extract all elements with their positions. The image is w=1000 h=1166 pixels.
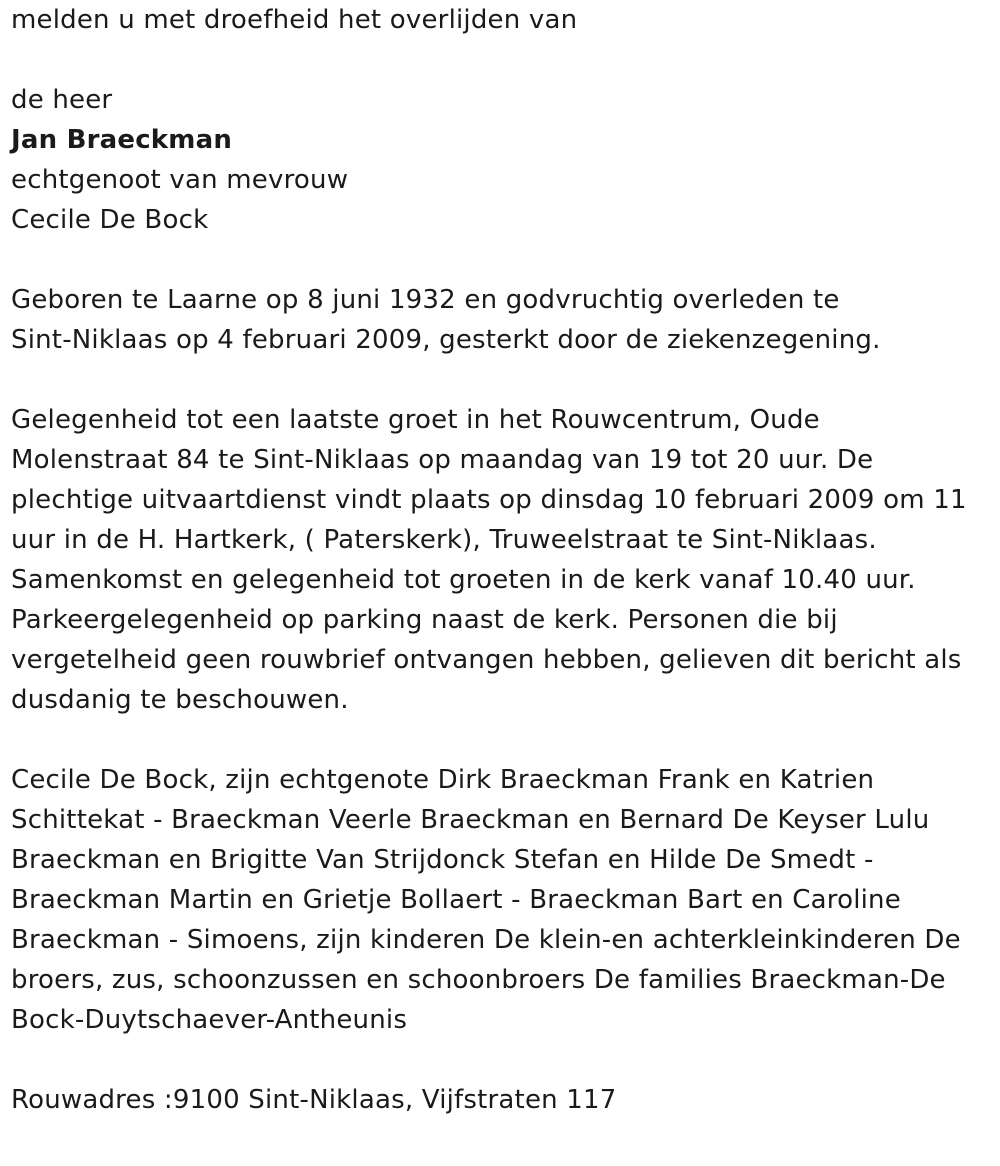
birth-death-paragraph (11, 280, 986, 360)
paragraph-line: Braeckman en Brigitte Van Strijdonck Stefan en Hilde De Smedt - (11, 845, 874, 875)
paragraph-line: vergetelheid geen rouwbrief ontvangen hebben, gelieven dit bericht als (11, 645, 962, 675)
mourning-address: Rouwadres :9100 Sint-Niklaas, Vijfstraten 117 (11, 1085, 617, 1115)
spouse-label: echtgenoot van mevrouw (11, 165, 349, 195)
paragraph-line: Braeckman - Simoens, zijn kinderen De klein-en achterkleinkinderen De (11, 925, 961, 955)
spacer (11, 360, 986, 400)
paragraph-line: uur in de H. Hartkerk, ( Paterskerk), Truweelstraat te Sint-Niklaas. (11, 525, 877, 555)
family-paragraph (11, 760, 986, 1040)
paragraph-line: Sint-Niklaas op 4 februari 2009, gesterkt door de ziekenzegening. (11, 325, 881, 355)
deceased-name: Jan Braeckman (11, 125, 233, 155)
paragraph-line: Bock-Duytschaever-Antheunis (11, 1005, 408, 1035)
arrangements-paragraph (11, 400, 986, 720)
salutation: de heer (11, 85, 113, 115)
spouse-name: Cecile De Bock (11, 205, 209, 235)
spacer (11, 1040, 986, 1080)
paragraph-line: Parkeergelegenheid op parking naast de kerk. Personen die bij (11, 605, 838, 635)
paragraph-line: Geboren te Laarne op 8 juni 1932 en godvruchtig overleden te (11, 285, 840, 315)
paragraph-line: Gelegenheid tot een laatste groet in het Rouwcentrum, Oude (11, 405, 820, 435)
paragraph-line: dusdanig te beschouwen. (11, 685, 349, 715)
paragraph-line: broers, zus, schoonzussen en schoonbroers De families Braeckman-De (11, 965, 946, 995)
paragraph-line: Braeckman Martin en Grietje Bollaert - Braeckman Bart en Caroline (11, 885, 901, 915)
spacer (11, 240, 986, 280)
obituary-notice (11, 0, 986, 1120)
paragraph-line: Samenkomst en gelegenheid tot groeten in de kerk vanaf 10.40 uur. (11, 565, 916, 595)
paragraph-line: Molenstraat 84 te Sint-Niklaas op maandag van 19 tot 20 uur. De (11, 445, 874, 475)
intro-text: melden u met droefheid het overlijden van (11, 5, 578, 35)
paragraph-line: plechtige uitvaartdienst vindt plaats op dinsdag 10 februari 2009 om 11 (11, 485, 967, 515)
paragraph-line: Cecile De Bock, zijn echtgenote Dirk Braeckman Frank en Katrien (11, 765, 875, 795)
paragraph-line: Schittekat - Braeckman Veerle Braeckman en Bernard De Keyser Lulu (11, 805, 930, 835)
spacer (11, 720, 986, 760)
spacer (11, 40, 986, 80)
